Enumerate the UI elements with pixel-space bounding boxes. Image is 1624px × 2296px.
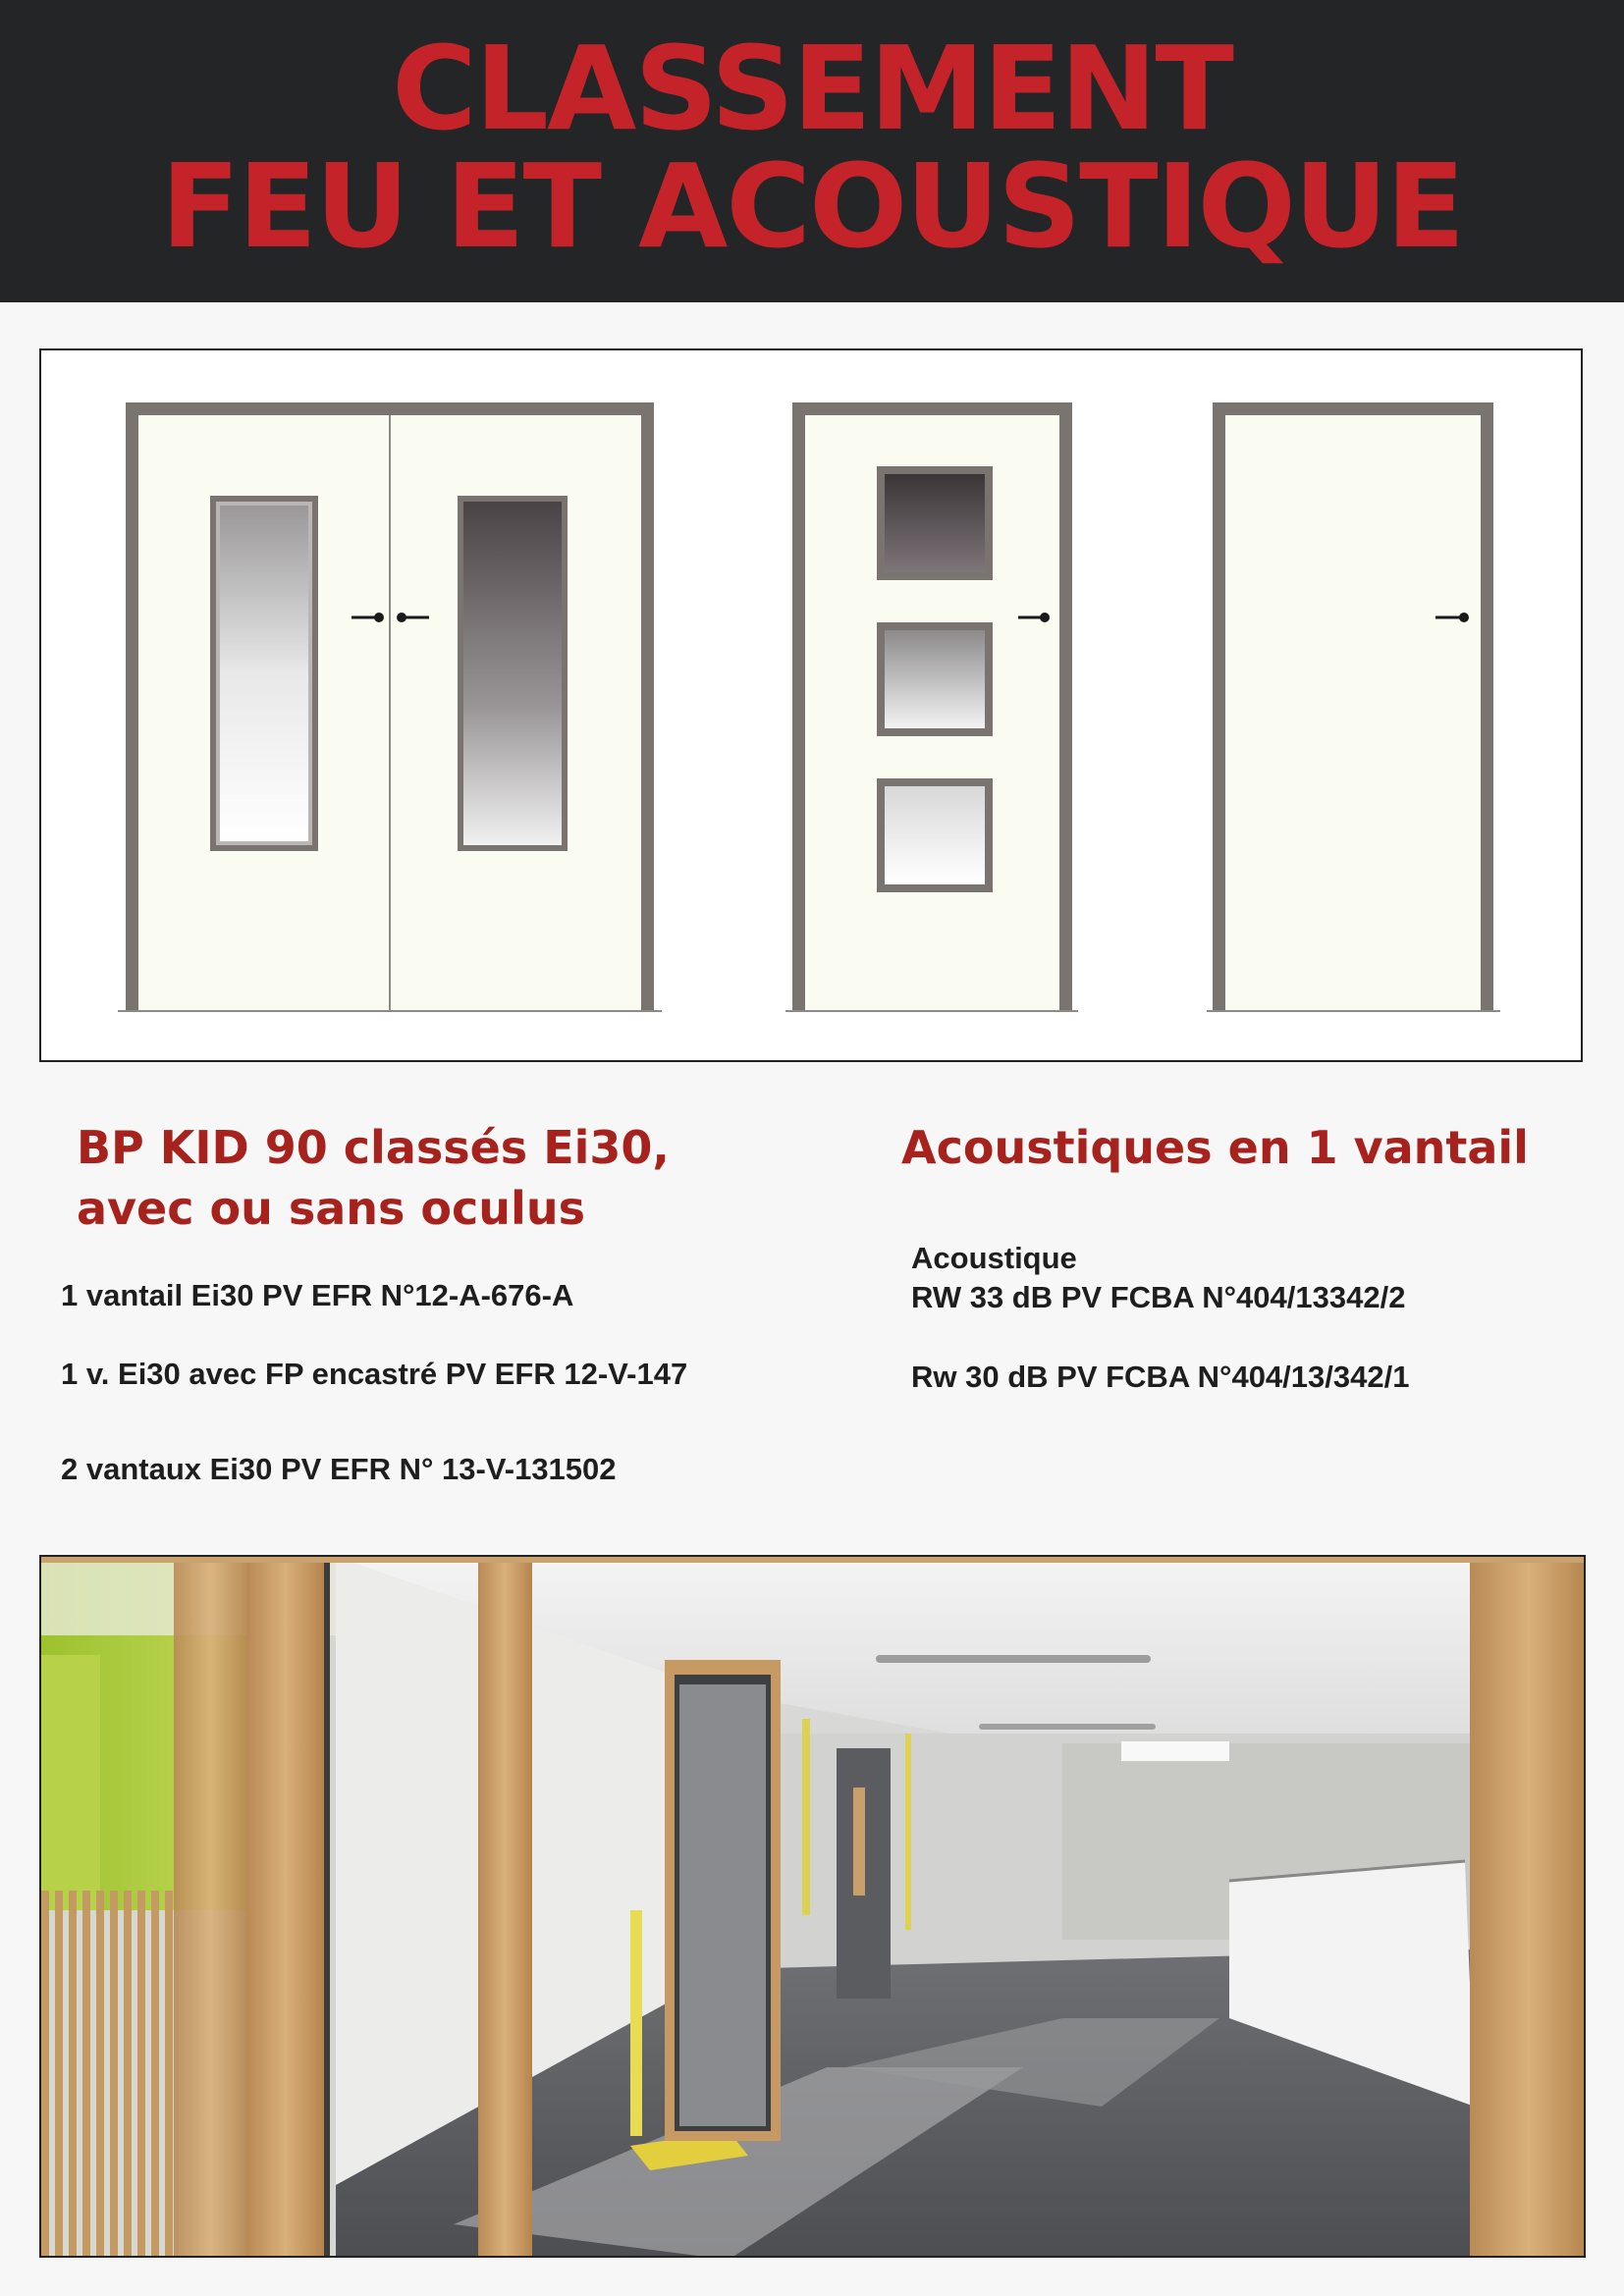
page-title-line2: FEU ET ACOUSTIQUE bbox=[160, 138, 1464, 274]
spec-acoustic-label: Acoustique bbox=[911, 1241, 1077, 1275]
left-section-heading bbox=[77, 1117, 784, 1239]
single-door-three-windows-drawing bbox=[785, 402, 1078, 1011]
spec-double-leaf: 2 vantaux Ei30 PV EFR N° 13-V-131502 bbox=[61, 1452, 617, 1486]
corridor-photo-illustration bbox=[41, 1557, 1586, 2258]
header-banner bbox=[0, 0, 1624, 302]
corridor-photo bbox=[39, 1555, 1586, 2258]
left-heading-line1: BP KID 90 classés Ei30, bbox=[77, 1121, 670, 1174]
door-drawings bbox=[41, 350, 1585, 1064]
spec-acoustic-rw33: RW 33 dB PV FCBA N°404/13342/2 bbox=[911, 1280, 1406, 1314]
door-models-illustration bbox=[39, 348, 1583, 1062]
spec-acoustic-rw30: Rw 30 dB PV FCBA N°404/13/342/1 bbox=[911, 1360, 1410, 1394]
single-door-plain-drawing bbox=[1207, 402, 1500, 1011]
left-heading-line2: avec ou sans oculus bbox=[77, 1182, 585, 1235]
double-door-drawing bbox=[118, 402, 662, 1011]
page-title-line1: CLASSEMENT bbox=[392, 21, 1232, 156]
spec-single-leaf: 1 vantail Ei30 PV EFR N°12-A-676-A bbox=[61, 1278, 574, 1312]
right-section-heading: Acoustiques en 1 vantail bbox=[901, 1121, 1529, 1174]
spec-single-leaf-fp: 1 v. Ei30 avec FP encastré PV EFR 12-V-147 bbox=[61, 1357, 688, 1391]
